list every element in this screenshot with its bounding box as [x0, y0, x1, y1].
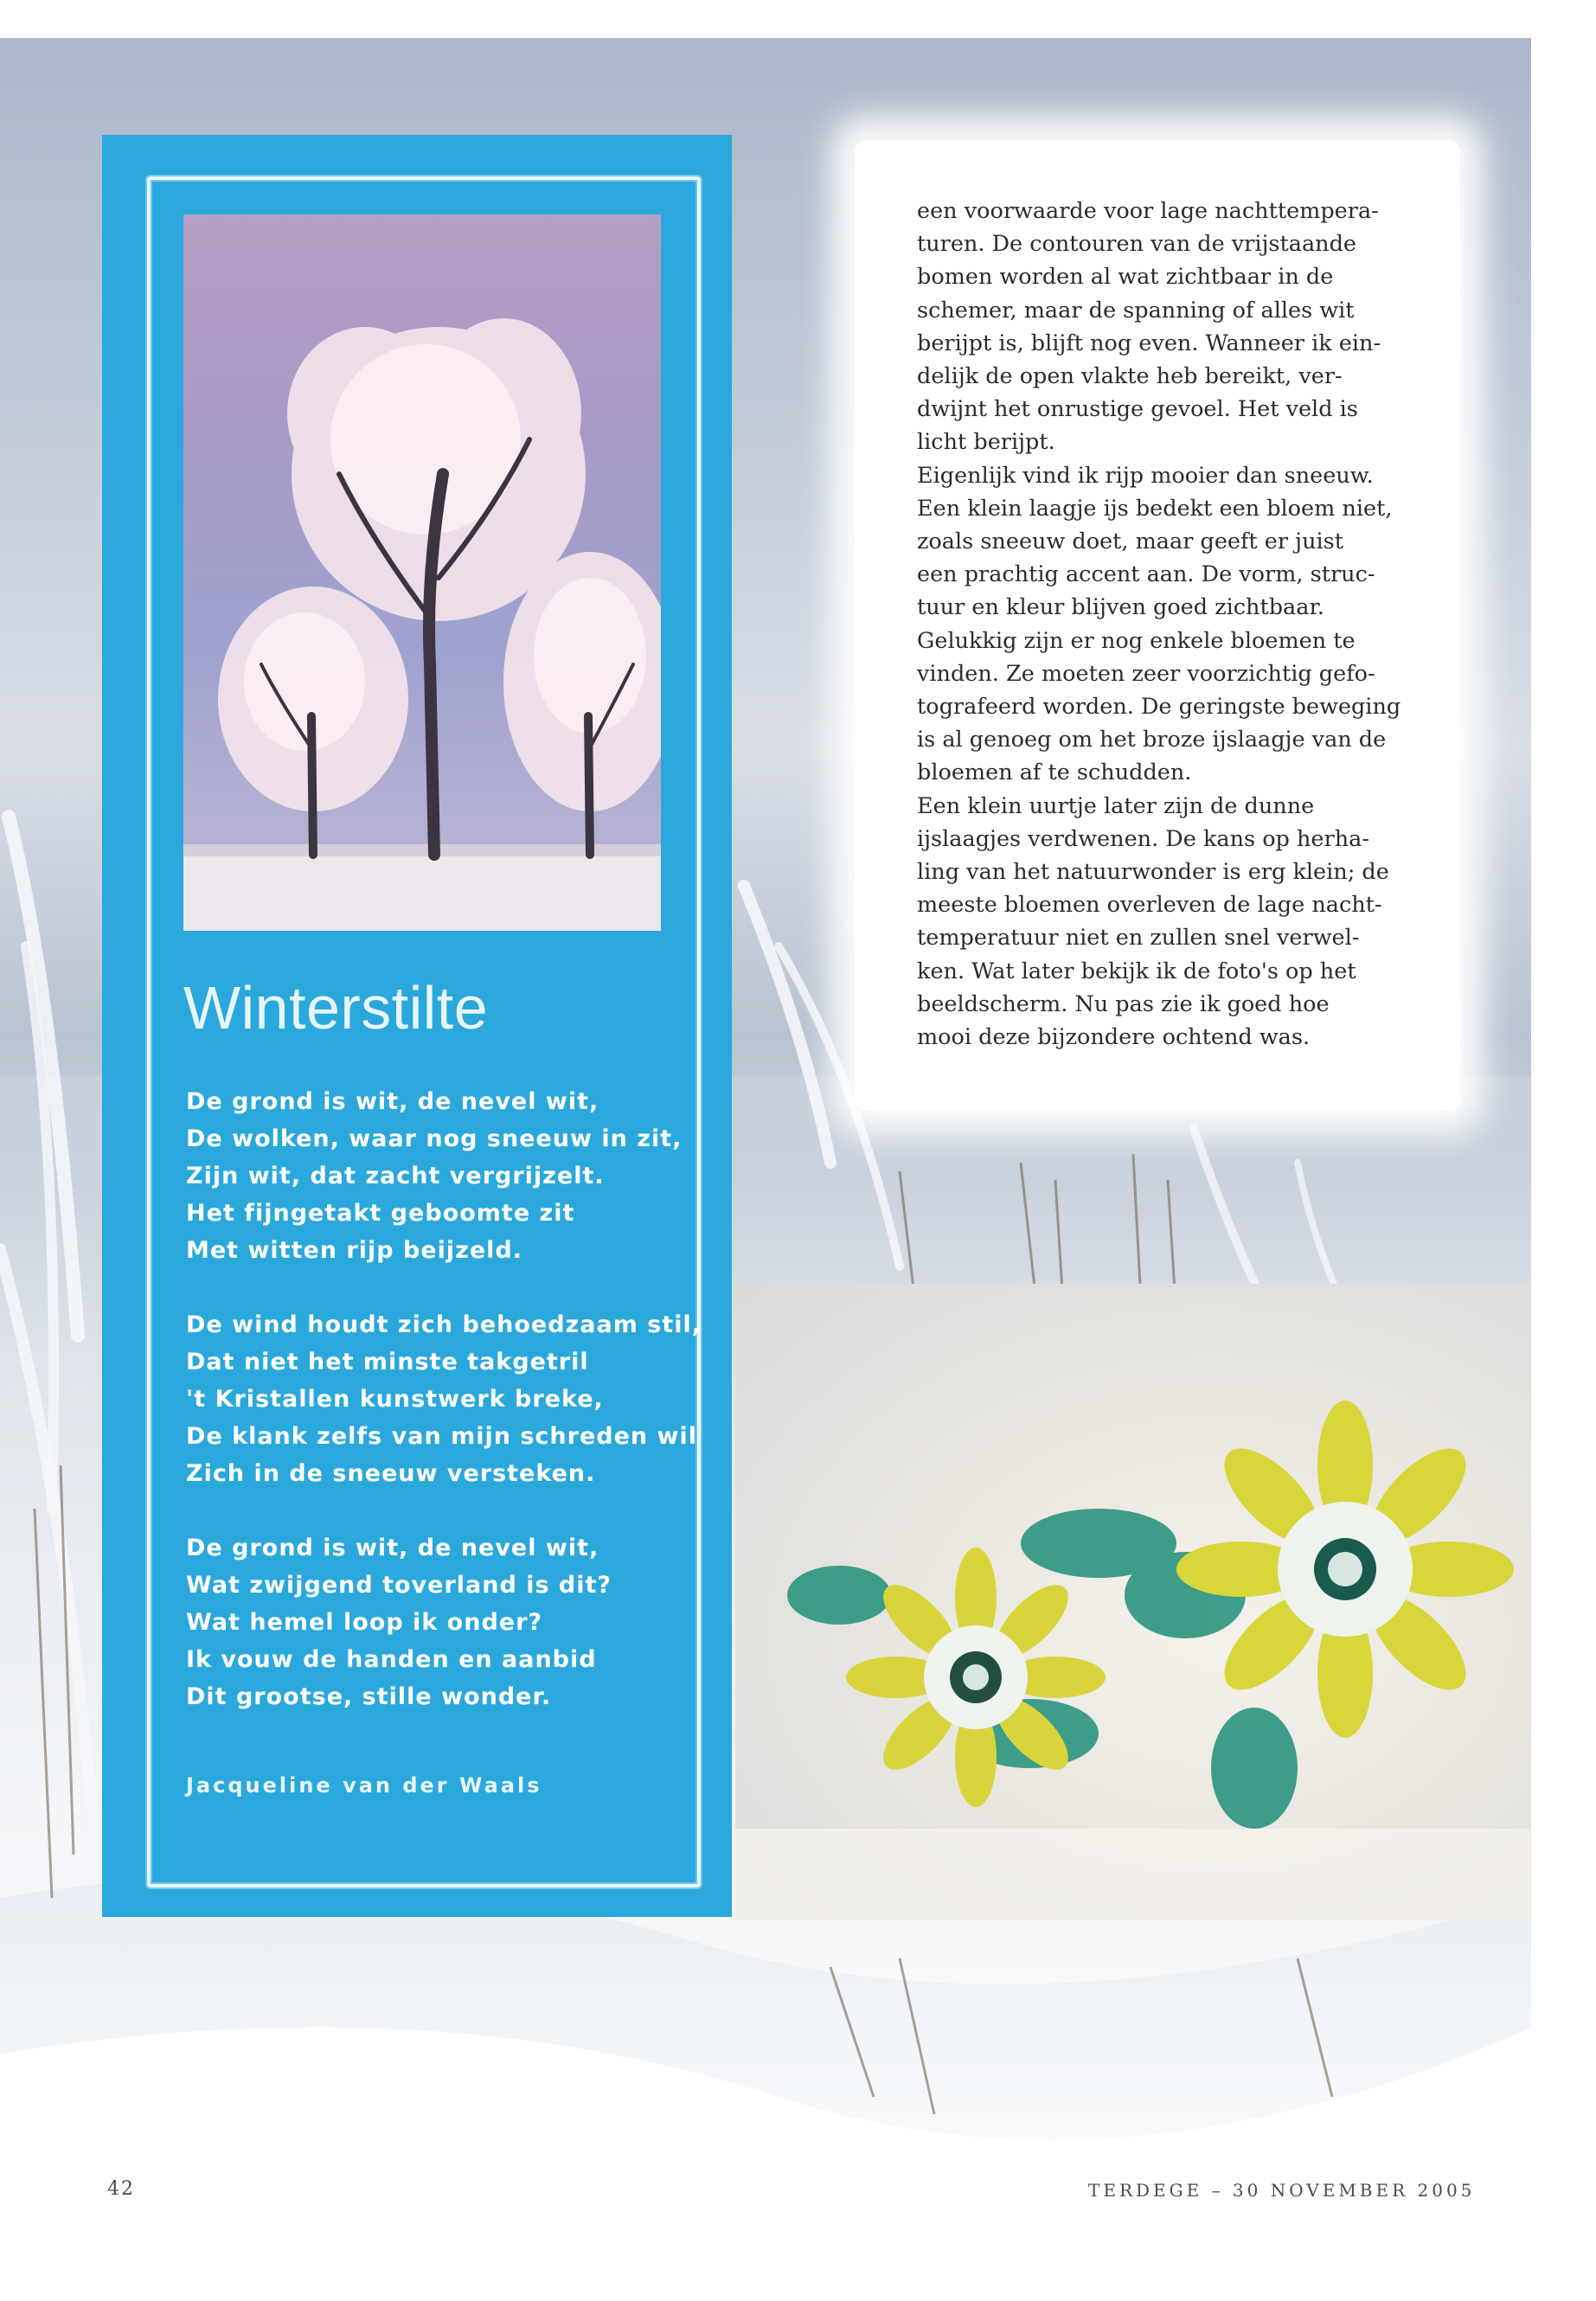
article-line: meeste bloemen overleven de lage nacht- — [917, 892, 1382, 919]
article-line: temperatuur niet en zullen snel verwel- — [917, 925, 1360, 952]
article-line: bomen worden al wat zichtbaar in de — [917, 264, 1334, 291]
poem-line: De klank zelfs van mijn schreden wil — [186, 1423, 697, 1450]
frosted-flowers-photo — [735, 1284, 1531, 1920]
poem-stanza-3 — [186, 1529, 688, 1715]
frosted-tree-photo — [183, 215, 661, 931]
poem-line: De grond is wit, de nevel wit, — [186, 1535, 599, 1561]
article-line: mooi deze bijzondere ochtend was. — [917, 1024, 1311, 1051]
article-line: tuur en kleur blijven goed zichtbaar. — [917, 594, 1324, 621]
frosted-flowers-illustration — [735, 1284, 1531, 1920]
article-line: Een klein uurtje later zijn de dunne — [917, 792, 1315, 819]
article-line: ling van het natuurwonder is erg klein; de — [917, 859, 1389, 886]
article-line: Een klein laagje ijs bedekt een bloem niet, — [917, 495, 1393, 522]
article-line: een voorwaarde voor lage nachttempera- — [917, 198, 1379, 224]
page-number: 42 — [107, 2178, 135, 2200]
poem-line: De wolken, waar nog sneeuw in zit, — [186, 1125, 683, 1152]
article-line: tografeerd worden. De geringste beweging — [917, 694, 1401, 721]
poem-line: 't Kristallen kunstwerk breke, — [186, 1386, 604, 1413]
frosted-tree-illustration — [183, 215, 661, 931]
poem-line: Dit grootse, stille wonder. — [186, 1683, 552, 1710]
article-line: bloemen af te schudden. — [917, 760, 1192, 786]
article-line: dwijnt het onrustige gevoel. Het veld is — [917, 396, 1358, 423]
article-line: Eigenlijk vind ik rijp mooier dan sneeuw. — [917, 462, 1374, 489]
article-line: zoals sneeuw doet, maar geeft er juist — [917, 529, 1343, 555]
article-line: is al genoeg om het broze ijslaagje van de — [917, 727, 1387, 753]
article-line: een prachtig accent aan. De vorm, struc- — [917, 561, 1375, 588]
article-line: beeldscherm. Nu pas zie ik goed hoe — [917, 990, 1330, 1017]
article-line: berijpt is, blijft nog even. Wanneer ik ein- — [917, 330, 1381, 356]
article-line: turen. De contouren van de vrijstaande — [917, 231, 1357, 258]
article-line: vinden. Ze moeten zeer voorzichtig gefo- — [917, 660, 1375, 687]
article-line: ken. Wat later bekijk ik de foto's op het — [917, 958, 1356, 984]
poem-line: Het fijngetakt geboomte zit — [186, 1200, 575, 1227]
poem-line: Dat niet het minste takgetril — [186, 1349, 589, 1375]
article-line: licht berijpt. — [917, 429, 1055, 456]
poem-line: Met witten rijp beijzeld. — [186, 1237, 522, 1264]
article-body — [917, 195, 1445, 1054]
poem-author: Jacqueline van der Waals — [186, 1773, 542, 1798]
poem-line: Wat hemel loop ik onder? — [186, 1609, 543, 1636]
poem-line: De wind houdt zich behoedzaam stil, — [186, 1311, 702, 1338]
poem-stanza-2 — [186, 1306, 702, 1492]
poem-line: De grond is wit, de nevel wit, — [186, 1088, 599, 1115]
poem-title: Winterstilte — [183, 974, 489, 1042]
poem-stanza-1 — [186, 1083, 688, 1269]
poem-line: Zich in de sneeuw versteken. — [186, 1460, 596, 1487]
article-line: Gelukkig zijn er nog enkele bloemen te — [917, 627, 1356, 654]
publication-footer: TERDEGE – 30 NOVEMBER 2005 — [1088, 2180, 1476, 2201]
poem-line: Wat zwijgend toverland is dit? — [186, 1572, 612, 1599]
poem-line: Zijn wit, dat zacht vergrijzelt. — [186, 1163, 605, 1189]
poem-line: Ik vouw de handen en aanbid — [186, 1646, 597, 1673]
article-line: ijslaagjes verdwenen. De kans op herha- — [917, 825, 1369, 852]
article-line: schemer, maar de spanning of alles wit — [917, 297, 1355, 324]
article-line: delijk de open vlakte heb bereikt, ver- — [917, 363, 1343, 390]
